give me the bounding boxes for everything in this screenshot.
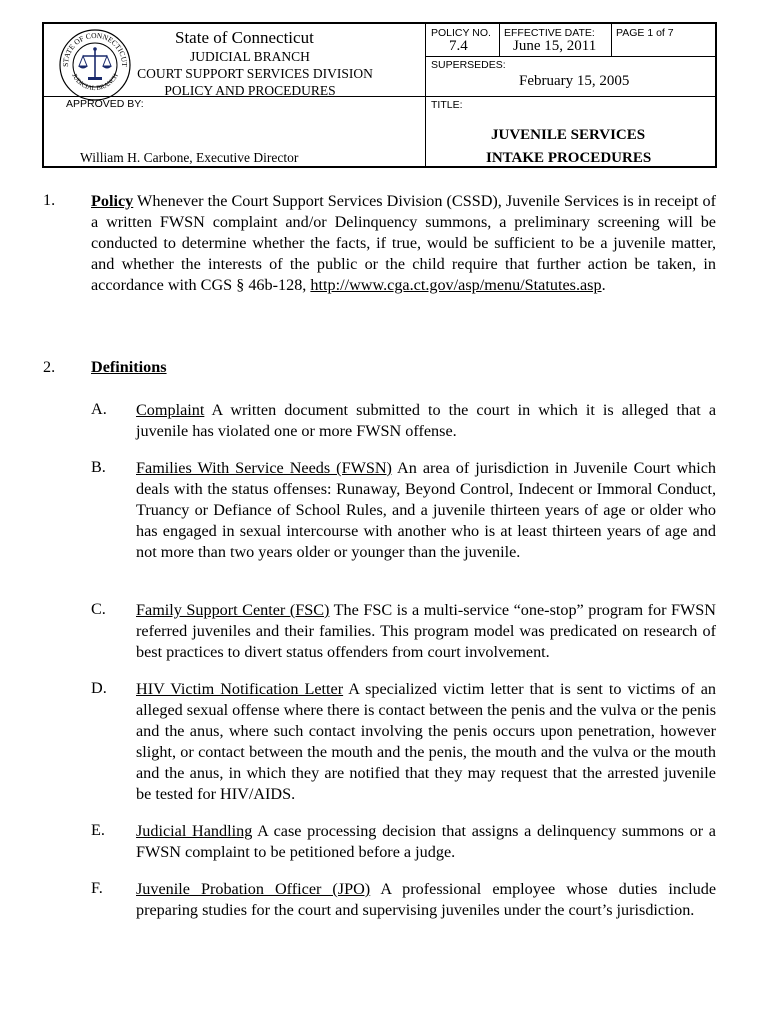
svg-text:JUDICIAL BRANCH: JUDICIAL BRANCH <box>70 72 120 93</box>
definition-text: A case processing decision that assigns a delinquency summons or a FWSN complaint to be petitioned before a judge. <box>136 822 716 861</box>
divider <box>499 24 500 56</box>
policy-paragraph <box>91 191 716 296</box>
policy-heading: Policy <box>91 192 134 210</box>
definition-term: Judicial Handling <box>136 822 253 840</box>
page-number: PAGE 1 of 7 <box>616 27 674 39</box>
policies-label: POLICY AND PROCEDURES <box>164 83 336 98</box>
approver-name: William H. Carbone, Executive Director <box>80 150 299 165</box>
definition-text: The FSC is a multi-service “one-stop” program for FWSN referred juveniles and their families. This program model was predicated on research of best practices to divert status offenders from court involvement. <box>136 601 716 661</box>
divider <box>425 56 715 57</box>
state-name: State of Connecticut <box>175 28 314 47</box>
title-label: TITLE: <box>431 99 463 111</box>
definition-text: A written document submitted to the court in which it is alleged that a juvenile has violated one or more FWSN offense. <box>136 401 716 440</box>
definition-term: HIV Victim Notification Letter <box>136 680 344 698</box>
definition-letter: C. <box>91 600 106 618</box>
branch-name: JUDICIAL BRANCH <box>190 49 310 64</box>
definition-text: A professional employee whose duties include preparing studies for the court and supervising juveniles under the court’s jurisdiction. <box>136 880 717 919</box>
section-number: 2. <box>43 358 56 376</box>
policy-no-label: POLICY NO. <box>431 27 491 39</box>
approved-by-label: APPROVED BY: <box>66 98 144 110</box>
policy-title-line1: JUVENILE SERVICES <box>491 127 646 143</box>
policy-header-table <box>42 22 717 168</box>
policy-text: Whenever the Court Support Services Division (CSSD), Juvenile Services is in receipt of a written FWSN complaint and/or Delinquency summons, a preliminary screening will be conducted to determine whether the facts, if true, would be sufficient to be a juvenile matter, and whether the interests of the public or the child require that further action be taken, in accordance with CGS § 46b-128, <box>91 192 716 294</box>
definition-item <box>136 400 716 442</box>
effective-date-value: June 15, 2011 <box>513 38 597 54</box>
policy-text-end: . <box>601 276 606 294</box>
definitions-heading: Definitions <box>91 358 167 376</box>
definition-letter: B. <box>91 458 106 476</box>
definition-item <box>136 821 716 863</box>
definition-term: Juvenile Probation Officer (JPO) <box>136 880 371 898</box>
division-name: COURT SUPPORT SERVICES DIVISION <box>137 66 373 81</box>
definition-term: Families With Service Needs (FWSN) <box>136 459 392 477</box>
svg-text:STATE OF CONNECTICUT: STATE OF CONNECTICUT <box>60 30 130 67</box>
policy-title-line2: INTAKE PROCEDURES <box>486 150 652 166</box>
definition-text: An area of jurisdiction in Juvenile Court which deals with the status offenses: Runaway, Beyond Control, Indecent or Immoral Conduct, Truancy or Defiance of School Rules, and a juvenile thirteen years of age or older who has engaged in sexual intercourse with another who is at least thirteen years of age and not more than two years older or younger than the juvenile. <box>136 459 716 561</box>
definition-text: A specialized victim letter that is sent to victims of an alleged sexual offense where there is contact between the penis and the vulva or the penis and the anus, where such contact involving the penis occurs upon penetration, however slight, or contact between the mouth and the penis, the mouth and the vulva or the mouth and the anus, in which they are notified that they may request that the arrested juvenile be tested for HIV/AIDS. <box>136 680 716 803</box>
definition-term: Family Support Center (FSC) <box>136 601 330 619</box>
divider <box>611 24 612 56</box>
definition-item <box>136 458 716 563</box>
effective-date-label: EFFECTIVE DATE: <box>504 27 595 39</box>
definition-letter: F. <box>91 879 103 897</box>
divider <box>425 24 426 166</box>
policy-no-value: 7.4 <box>449 38 468 54</box>
supersedes-date: February 15, 2005 <box>519 73 630 89</box>
definition-letter: A. <box>91 400 107 418</box>
definition-letter: E. <box>91 821 105 839</box>
definition-item <box>136 679 716 805</box>
definition-letter: D. <box>91 679 107 697</box>
definition-item <box>136 879 716 921</box>
section-number: 1. <box>43 191 56 209</box>
definition-term: Complaint <box>136 401 205 419</box>
definition-item <box>136 600 716 663</box>
supersedes-label: SUPERSEDES: <box>431 59 506 71</box>
statutes-link[interactable]: http://www.cga.ct.gov/asp/menu/Statutes.asp <box>310 276 602 294</box>
